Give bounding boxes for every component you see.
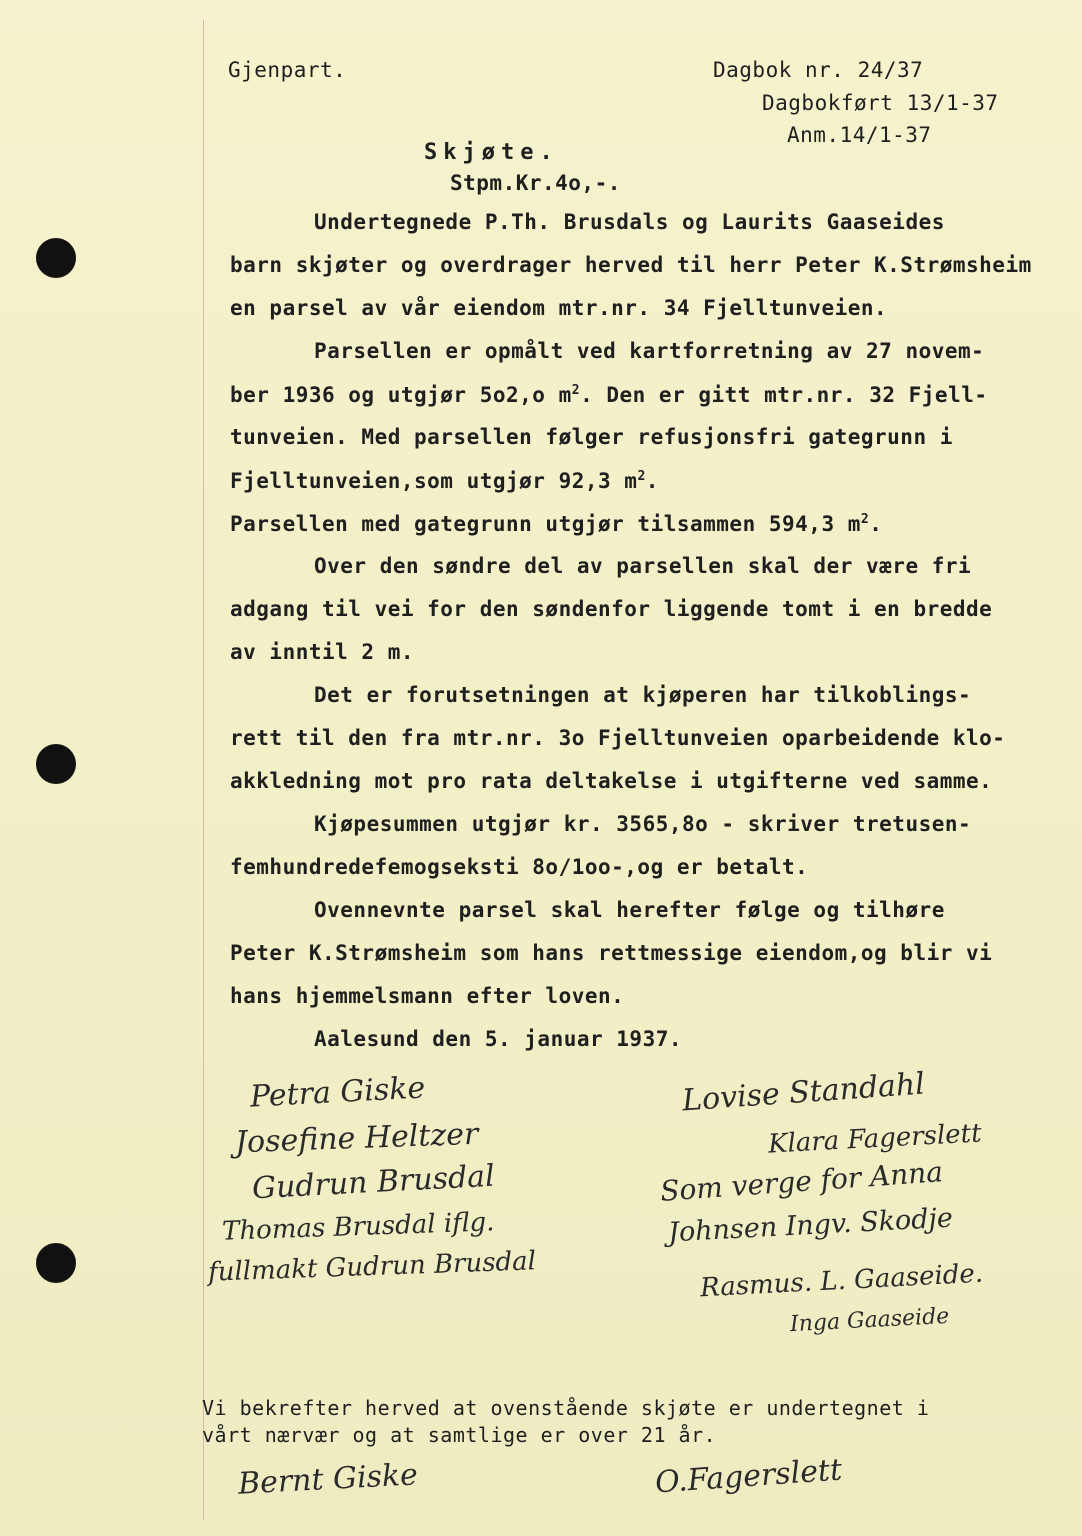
witness-line: vårt nærvær og at samtlige er over 21 år. bbox=[202, 1423, 717, 1447]
journal-number: Dagbok nr. 24/37 bbox=[713, 58, 924, 82]
body-line: av inntil 2 m. bbox=[230, 640, 415, 664]
annotation-date: Anm.14/1-37 bbox=[787, 123, 932, 147]
body-line: Peter K.Strømsheim som hans rettmessige eiendom,og blir vi bbox=[230, 941, 993, 965]
witness-signature: O.Fagerslett bbox=[653, 1452, 844, 1501]
signature: Thomas Brusdal iflg. bbox=[221, 1207, 495, 1247]
signature: Johnsen Ingv. Skodje bbox=[667, 1202, 954, 1249]
body-line: Parsellen er opmålt ved kartforretning av 27 novem- bbox=[314, 339, 985, 363]
body-line: Parsellen med gategrunn utgjør tilsammen 594,3 $m^2$. bbox=[230, 512, 883, 536]
punch-hole bbox=[36, 238, 76, 278]
signature: Klara Fagerslett bbox=[767, 1118, 983, 1160]
body-line: femhundredefemogseksti 8o/1oo-,og er betalt. bbox=[230, 855, 809, 879]
body-line: Det er forutsetningen at kjøperen har tilkoblings- bbox=[314, 683, 972, 707]
body-line: Fjelltunveien,som utgjør 92,3 $m^2$. bbox=[230, 469, 659, 493]
punch-hole bbox=[36, 744, 76, 784]
signature: Rasmus. L. Gaaseide. bbox=[699, 1258, 984, 1304]
margin-rule bbox=[203, 20, 204, 1520]
place-date: Aalesund den 5. januar 1937. bbox=[314, 1027, 683, 1051]
witness-signature: Bernt Giske bbox=[237, 1457, 419, 1502]
body-line: Undertegnede P.Th. Brusdals og Laurits Gaaseides bbox=[314, 210, 945, 234]
signature: Gudrun Brusdal bbox=[251, 1158, 496, 1207]
signature: Som verge for Anna bbox=[659, 1155, 944, 1208]
body-line: Ovennevnte parsel skal herefter følge og tilhøre bbox=[314, 898, 945, 922]
body-line: adgang til vei for den søndenfor liggende tomt i en bredde bbox=[230, 597, 993, 621]
body-line: Kjøpesummen utgjør kr. 3565,8o - skriver tretusen- bbox=[314, 812, 972, 836]
body-line: barn skjøter og overdrager herved til herr Peter K.Strømsheim bbox=[230, 253, 1032, 277]
copy-label: Gjenpart. bbox=[228, 58, 347, 82]
body-line: rett til den fra mtr.nr. 3o Fjelltunveien oparbeidende klo- bbox=[230, 726, 1006, 750]
body-line: akkledning mot pro rata deltakelse i utgifterne ved samme. bbox=[230, 769, 993, 793]
signature: Inga Gaaseide bbox=[789, 1303, 950, 1338]
journal-date: Dagbokført 13/1-37 bbox=[762, 91, 999, 115]
signature: fullmakt Gudrun Brusdal bbox=[207, 1246, 537, 1288]
body-line: hans hjemmelsmann efter loven. bbox=[230, 984, 625, 1008]
punch-hole bbox=[36, 1243, 76, 1283]
witness-line: Vi bekrefter herved at ovenstående skjøte er undertegnet i bbox=[202, 1396, 930, 1420]
body-line: tunveien. Med parsellen følger refusjonsfri gategrunn i bbox=[230, 425, 953, 449]
document-title: Skjøte. bbox=[424, 140, 559, 165]
signature: Josefine Heltzer bbox=[234, 1116, 479, 1161]
signature: Petra Giske bbox=[249, 1070, 427, 1115]
body-line: ber 1936 og utgjør 5o2,o $m^2$. Den er gitt mtr.nr. 32 Fjell- bbox=[230, 383, 988, 407]
stamp-duty: Stpm.Kr.4o,-. bbox=[450, 171, 621, 195]
body-line: Over den søndre del av parsellen skal der være fri bbox=[314, 554, 972, 578]
signature: Lovise Standahl bbox=[681, 1066, 926, 1119]
body-line: en parsel av vår eiendom mtr.nr. 34 Fjelltunveien. bbox=[230, 296, 888, 320]
